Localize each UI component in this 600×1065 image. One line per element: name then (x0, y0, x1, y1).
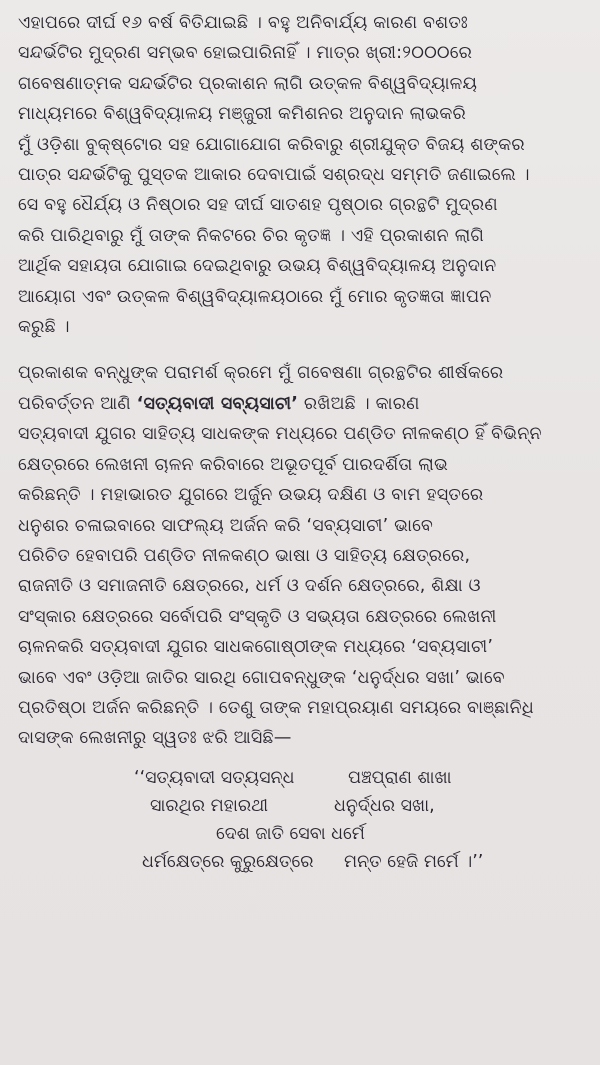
poem-verse-left: ‘‘ସତ୍ୟବାଦୀ ସତ୍ୟସନ୍ଧ (134, 767, 295, 788)
paragraph-acknowledgement (18, 8, 588, 342)
text-line: ରାଜନୀତି ଓ ସମାଜନୀତି କ୍ଷେତ୍ରରେ, ଧର୍ମ ଓ ଦର୍ଶନ କ୍ଷେତ୍ରରେ, ଶିକ୍ଷା ଓ (18, 576, 481, 597)
text-line: ଚାଳନକରି ସତ୍ୟବାଦୀ ଯୁଗର ସାଧକଗୋଷ୍ଠୀଙ୍କ ମଧ୍ୟରେ ‘ସବ୍ୟସାଚୀ’ (18, 637, 494, 658)
paragraph-title-change (18, 358, 588, 753)
text-line: ମୁଁ ଓଡ଼ିଶା ବୁକ୍‌ଷ୍ଟୋର ସହ ଯୋଗାଯୋଗ କରିବାରୁ ଶ୍ରୀଯୁକ୍ତ ବିଜୟ ଶଙ୍କର (18, 134, 525, 155)
text-line: ଏହାପରେ ଦୀର୍ଘ ୧୬ ବର୍ଷ ବିତିଯାଇଛି । ବହୁ ଅନିବାର୍ଯ୍ୟ କାରଣ ବଶତଃ (18, 13, 468, 33)
text-line: କରିଛନ୍ତି । ମହାଭାରତ ଯୁଗରେ ଅର୍ଜୁନ ଉଭୟ ଦକ୍ଷିଣ ଓ ବାମ ହସ୍ତରେ (18, 485, 484, 506)
poem-verse-left: ସାରଥିର ମହାରଥୀ (150, 795, 269, 816)
poem-verse-right: ଧନୁର୍ଦ୍ଧର ସଖା, (334, 795, 435, 816)
text-line: ଆୟୋଗ ଏବଂ ଉତ୍କଳ ବିଶ୍ୱବିଦ୍ୟାଳୟଠାରେ ମୁଁ ମୋର କୃତଜ୍ଞତା ଜ୍ଞାପନ (18, 286, 492, 307)
text-line: କରୁଛି । (18, 317, 70, 338)
poem-verse-right: ମନ୍ତ ହେଜି ମର୍ମେ ।’’ (344, 851, 484, 872)
text-line: ସଂସ୍କାର କ୍ଷେତ୍ରରେ ସର୍ବୋପରି ସଂସ୍କୃତି ଓ ସଭ୍ୟତା କ୍ଷେତ୍ରରେ ଲେଖନୀ (18, 606, 497, 627)
poem-row (18, 764, 588, 792)
text-line: ପ୍ରକାଶକ ବନ୍ଧୁଙ୍କ ପରାମର୍ଶ କ୍ରମେ ମୁଁ ଗବେଷଣା ଗ୍ରନ୍ଥଟିର ଶୀର୍ଷକରେ (18, 363, 504, 384)
poem-verse-left: ଧର୍ମକ୍ଷେତ୍ରେ କୁରୁକ୍ଷେତ୍ରେ (142, 851, 314, 872)
text-line: ଗବେଷଣାତ୍ମକ ସନ୍ଦର୍ଭଟିର ପ୍ରକାଶନ ଲାଗି ଉତ୍କଳ ବିଶ୍ୱବିଦ୍ୟାଳୟ (18, 73, 478, 94)
text-line: ପ୍ରତିଷ୍ଠା ଅର୍ଜନ କରିଛନ୍ତି । ତେଣୁ ତାଙ୍କ ମହାପ୍ରୟାଣ ସମୟରେ ବାଞ୍ଛାନିଧି (18, 697, 534, 718)
quoted-poem (18, 764, 588, 876)
poem-verse-center: ଦେଶ ଜାତି ସେବା ଧର୍ମେ (216, 823, 365, 844)
text-line (18, 389, 588, 419)
text-line: କରି ପାରିଥିବାରୁ ମୁଁ ତାଙ୍କ ନିକଟରେ ଚିର କୃତଜ୍ଞ । ଏହି ପ୍ରକାଶନ ଲାଗି (18, 225, 485, 246)
text-line: ସନ୍ଦର୍ଭଟିର ମୁଦ୍ରଣ ସମ୍ଭବ ହୋଇପାରିନାହିଁ । ମାତ୍ର ଖ୍ରୀ:୨୦୦୦ରେ (18, 43, 473, 64)
poem-row (18, 792, 588, 820)
text-line: ସେ ବହୁ ଧୈର୍ଯ୍ୟ ଓ ନିଷ୍ଠାର ସହ ଦୀର୍ଘ ସାତଶହ ପୃଷ୍ଠାର ଗ୍ରନ୍ଥଟି ମୁଦ୍ରଣ (18, 195, 498, 216)
poem-row (18, 820, 588, 848)
poem-verse-right: ପଞ୍ଚପ୍ରାଣ ଶାଖା (348, 767, 452, 788)
text-fragment: ପରିବର୍ତ୍ତନ ଆଣି (18, 393, 137, 414)
text-line: ମାଧ୍ୟମରେ ବିଶ୍ୱବିଦ୍ୟାଳୟ ମଞ୍ଜୁରୀ କମିଶନର ଅନୁଦାନ ଲାଭକରି (18, 104, 466, 125)
text-line: ପାତ୍ର ସନ୍ଦର୍ଭଟିକୁ ପୁସ୍ତକ ଆକାର ଦେବାପାଇଁ ସଶ୍ରଦ୍ଧ ସମ୍ମତି ଜଣାଇଲେ । (18, 165, 530, 186)
text-line: କ୍ଷେତ୍ରରେ ଲେଖନୀ ଚାଳନ କରିବାରେ ଅଭୂତପୂର୍ବ ପାରଦର୍ଶିତା ଲାଭ (18, 454, 448, 475)
text-line: ଦାସଙ୍କ ଲେଖନୀରୁ ସ୍ୱତଃ ଝରି ଆସିଛି— (18, 728, 292, 749)
book-title-emphasis: ‘ସତ୍ୟବାଦୀ ସବ୍ୟସାଚୀ’ (136, 393, 299, 414)
text-line: ପରିଚିତ ହେବାପରି ପଣ୍ଡିତ ନୀଳକଣ୍ଠ ଭାଷା ଓ ସାହିତ୍ୟ କ୍ଷେତ୍ରରେ, (18, 545, 471, 566)
text-line: ଭାବେ ଏବଂ ଓଡ଼ିଆ ଜାତିର ସାରଥି ଗୋପବନ୍ଧୁଙ୍କ ‘ଧନୁର୍ଦ୍ଧର ସଖା’ ଭାବେ (18, 667, 505, 688)
text-line: ସତ୍ୟବାଦୀ ଯୁଗର ସାହିତ୍ୟ ସାଧକଙ୍କ ମଧ୍ୟରେ ପଣ୍ଡିତ ନୀଳକଣ୍ଠ ହିଁ ବିଭିନ୍ନ (18, 424, 542, 445)
poem-row (18, 848, 588, 876)
text-line: ଧନୁଶର ଚଳାଇବାରେ ସାଫଲ୍ୟ ଅର୍ଜନ କରି ‘ସବ୍ୟସାଚୀ’ ଭାବେ (18, 515, 434, 536)
text-fragment: ରଖିଅଛି । କାରଣ (298, 393, 420, 414)
text-line: ଆର୍ଥିକ ସହାୟତା ଯୋଗାଇ ଦେଇଥିବାରୁ ଉଭୟ ବିଶ୍ୱବିଦ୍ୟାଳୟ ଅନୁଦାନ (18, 256, 497, 277)
